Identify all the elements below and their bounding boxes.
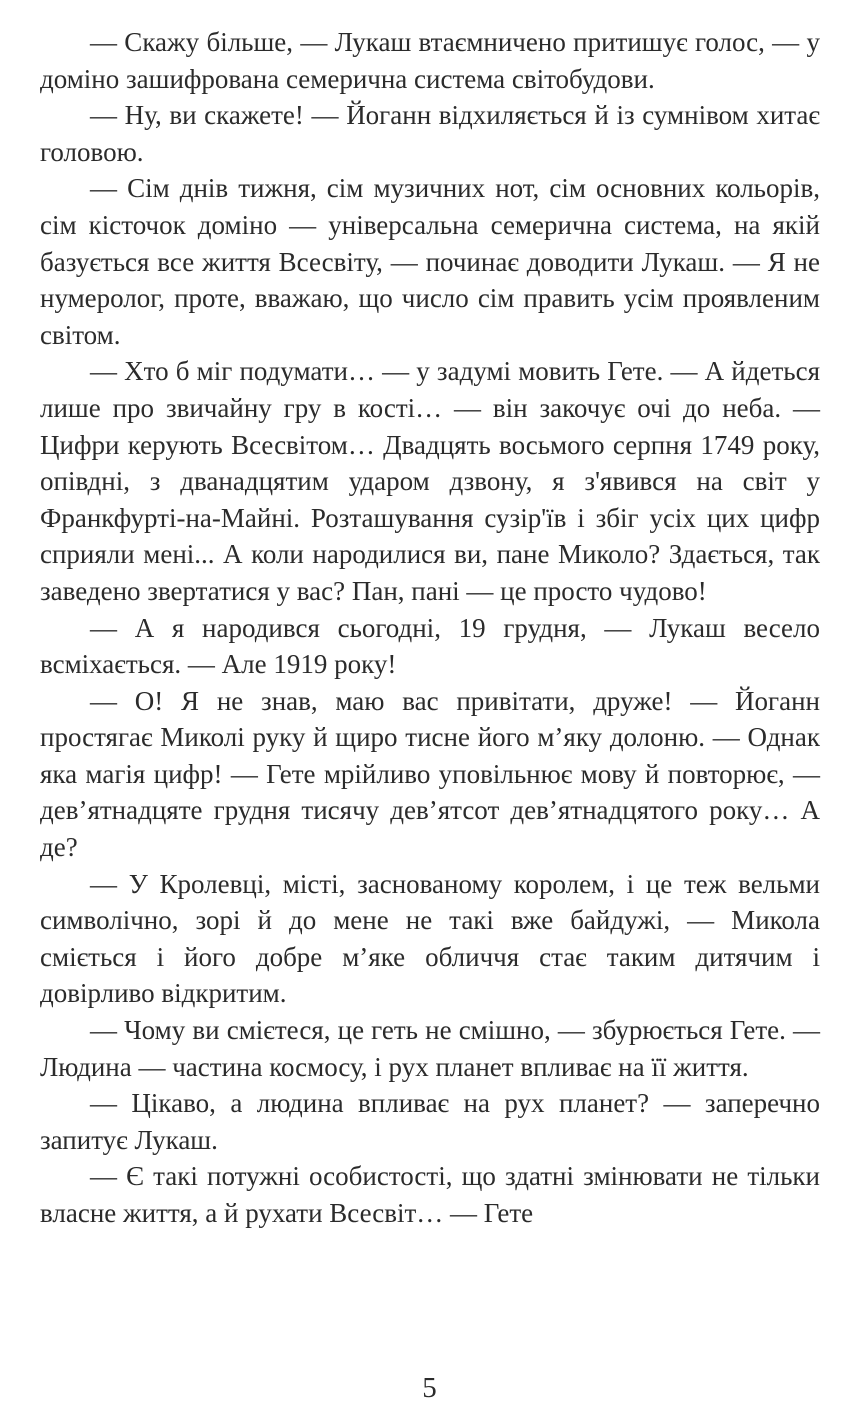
page-number: 5 xyxy=(422,1372,437,1404)
paragraph-3: — Сім днів тижня, сім музичних нот, сім основних кольорів, сім кісточок доміно — універсальна семерична система, на якій базується все життя Всесвіту, — починає доводити Лукаш. — Я не нумеролог, проте, вважаю, що число сім править усім проявленим світом. xyxy=(40,173,820,350)
paragraph-10: — Є такі потужні особистості, що здатні змінювати не тільки власне життя, а й рухати Всесвіт… — Гете xyxy=(40,1161,820,1228)
paragraph-5: — А я народився сьогодні, 19 грудня, — Лукаш весело всміхається. — Але 1919 року! xyxy=(40,612,820,680)
paragraph-8: — Чому ви смієтеся, це геть не смішно, — збурюється Гете. — Людина — частина космосу, і рух планет впливає на її життя. xyxy=(40,1015,820,1082)
body-text xyxy=(40,24,820,1232)
paragraph-1: — Скажу більше, — Лукаш втаємничено притишує голос, — у доміно зашифрована семерична система світобудови. xyxy=(40,27,820,94)
paragraph-9: — Цікаво, а людина впливає на рух планет? — заперечно запитує Лукаш. xyxy=(40,1088,820,1155)
paragraph-2: — Ну, ви скажете! — Йоганн відхиляється й із сумнівом хитає головою. xyxy=(40,100,820,167)
paragraph-6: — О! Я не знав, маю вас привітати, друже! — Йоганн простягає Миколі руку й щиро тисне його м’яку долоню. — Однак яка магія цифр! — Гете мрійливо уповільнює мову й повторює, — дев’ятнадцяте грудня тисячу дев’ятсот дев’ятнадцятого року… А де? xyxy=(40,685,820,863)
paragraph-7: — У Кролевці, місті, заснованому королем, і це теж вельми символічно, зорі й до мене не такі вже байдужі, — Микола сміється і його добре м’яке обличчя стає таким дитячим і довірливо відкритим. xyxy=(40,868,820,1009)
paragraph-4: — Хто б міг подумати… — у задумі мовить Гете. — А йдеться лише про звичайну гру в кості… — він закочує очі до неба. — Цифри керують Всесвітом… Двадцять восьмого серпня 1749 року, опівдні, з дванадцятим ударом дзвону, я з'явився на світ у Франкфурті-на-Майні. Розташування сузір'їв і збіг усіх цих цифр сприяли мені... А коли народилися ви, пане Миколо? Здається, так заведено звертатися у вас? Пан, пані — це просто чудово! xyxy=(40,356,820,606)
